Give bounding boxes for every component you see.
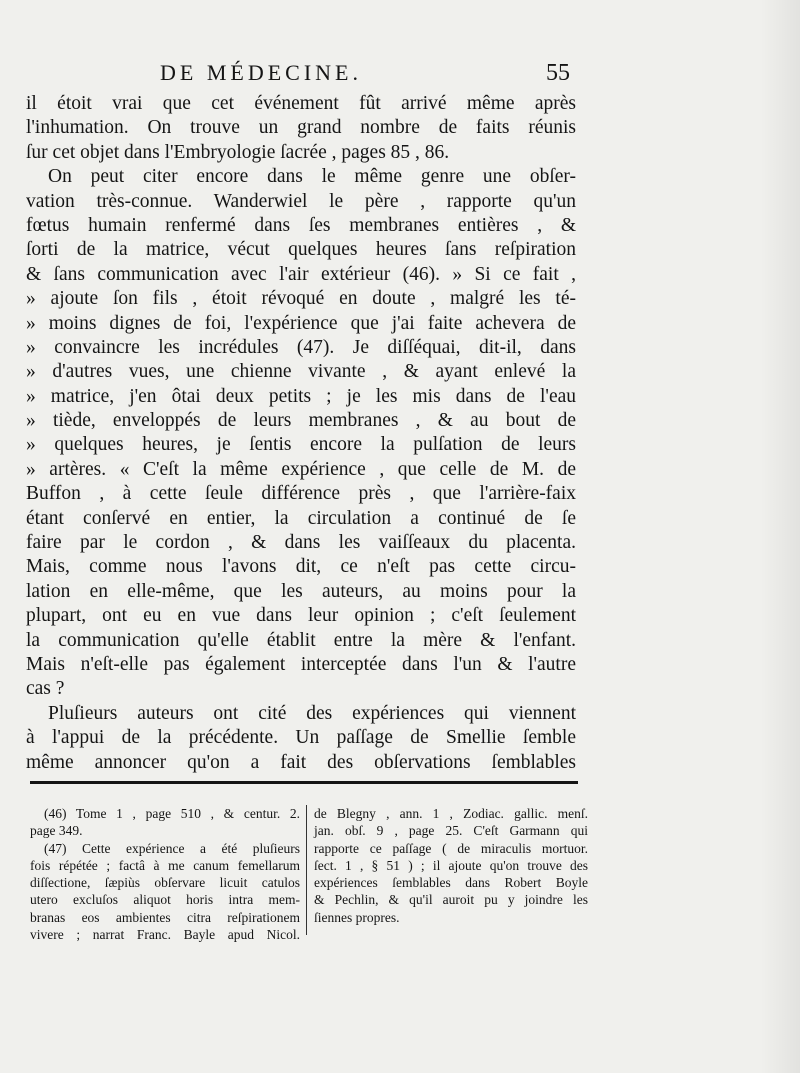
footnote-line: (46) Tome 1 , page 510 , & centur. 2.: [44, 806, 300, 821]
footnote-line: vivere ; narrat Franc. Bayle apud Nicol.: [30, 927, 300, 943]
footnote-line: utero excluſos aliquot horis intra mem-: [30, 892, 300, 908]
footnote-line: ſect. 1 , § 51 ) ; il ajoute qu'on trouve des: [314, 857, 588, 873]
page-header: [160, 60, 570, 90]
text-line: à l'appui de la précédente. Un paſſage de Smellie ſemble: [26, 727, 576, 749]
text-line: » moins dignes de foi, l'expérience que j'ai faite achevera de: [26, 312, 576, 334]
footnote-line: (47) Cette expérience a été pluſieurs: [44, 840, 300, 856]
text-line: Buffon , à cette ſeule différence près , que l'arrière-faix: [26, 483, 576, 505]
footnote-line: page 349.: [30, 823, 83, 839]
footnote-line: branas eos ambientes citra reſpirationem: [30, 909, 300, 925]
column-divider: [306, 805, 307, 935]
text-line: » tiède, enveloppés de leurs membranes , & au bout de: [26, 410, 576, 432]
footnote-column-left: [30, 805, 300, 943]
footnote-line: de Blegny , ann. 1 , Zodiac. gallic. menſ.: [314, 806, 588, 821]
text-line: plupart, ont eu en vue dans leur opinion ; c'eſt ſeulement: [26, 605, 576, 627]
page-number: 55: [546, 60, 570, 86]
text-line: la communication qu'elle établit entre la mère & l'enfant.: [26, 629, 576, 651]
text-line: » artères. « C'eſt la même expérience , que celle de M. de: [26, 458, 576, 480]
footnote-line: & Pechlin, & qu'il auroit pu y joindre les: [314, 892, 588, 908]
footnote-line: expériences ſemblables dans Robert Boyle: [314, 875, 588, 891]
text-line: même annoncer qu'on a fait des obſervations ſemblables: [26, 751, 576, 773]
footnote-column-right: [314, 805, 588, 926]
text-line: il étoit vrai que cet événement fût arrivé même après: [26, 93, 576, 114]
footnote-line: ſiennes propres.: [314, 909, 400, 925]
running-head: DE MÉDECINE.: [160, 60, 362, 85]
text-line: ſorti de la matrice, vécut quelques heures ſans reſpiration: [26, 239, 576, 261]
text-line: fœtus humain renfermé dans ſes membranes entières , &: [26, 214, 576, 236]
footnote-rule: [30, 781, 578, 784]
footnote-line: diſſectione, ſæpiùs obſervare licuit catulos: [30, 875, 300, 891]
text-line: Mais, comme nous l'avons dit, ce n'eſt pas cette circu-: [26, 556, 576, 578]
text-line: ſur cet objet dans l'Embryologie ſacrée , pages 85 , 86.: [26, 141, 450, 163]
text-line: & ſans communication avec l'air extérieur (46). » Si ce fait ,: [26, 263, 576, 285]
footnote-line: jan. obſ. 9 , page 25. C'eſt Garmann qui: [314, 823, 588, 839]
text-line: » d'autres vues, une chienne vivante , & ayant enlevé la: [26, 361, 576, 383]
text-line: vation très-connue. Wanderwiel le père , rapporte qu'un: [26, 190, 576, 212]
text-line: l'inhumation. On trouve un grand nombre de faits réunis: [26, 117, 576, 139]
text-line: cas ?: [26, 678, 65, 700]
footnote-line: fois répétée ; factâ à me canum femellarum: [30, 857, 300, 873]
footnotes: [30, 805, 590, 943]
text-line: faire par le cordon , & dans les vaiſſeaux du placenta.: [26, 532, 576, 554]
text-line: On peut citer encore dans le même genre une obſer-: [48, 166, 576, 188]
text-line: lation en elle-même, que les auteurs, au moins pour la: [26, 580, 576, 602]
page-edge-shadow: [760, 0, 800, 1073]
text-line: » quelques heures, je ſentis encore la pulſation de leurs: [26, 434, 576, 456]
text-line: Mais n'eſt-elle pas également interceptée dans l'un & l'autre: [26, 653, 576, 675]
text-line: » ajoute ſon fils , étoit révoqué en doute , malgré les té-: [26, 288, 576, 310]
text-line: étant conſervé en entier, la circulation a continué de ſe: [26, 507, 576, 529]
footnote-line: rapporte ce paſſage ( de miraculis mortuor.: [314, 840, 588, 856]
text-line: » matrice, j'en ôtai deux petits ; je les mis dans de l'eau: [26, 385, 576, 407]
body-text: [26, 92, 576, 775]
text-line: Pluſieurs auteurs ont cité des expériences qui viennent: [48, 702, 576, 724]
text-line: » convaincre les incrédules (47). Je diſſéquai, dit-il, dans: [26, 336, 576, 358]
